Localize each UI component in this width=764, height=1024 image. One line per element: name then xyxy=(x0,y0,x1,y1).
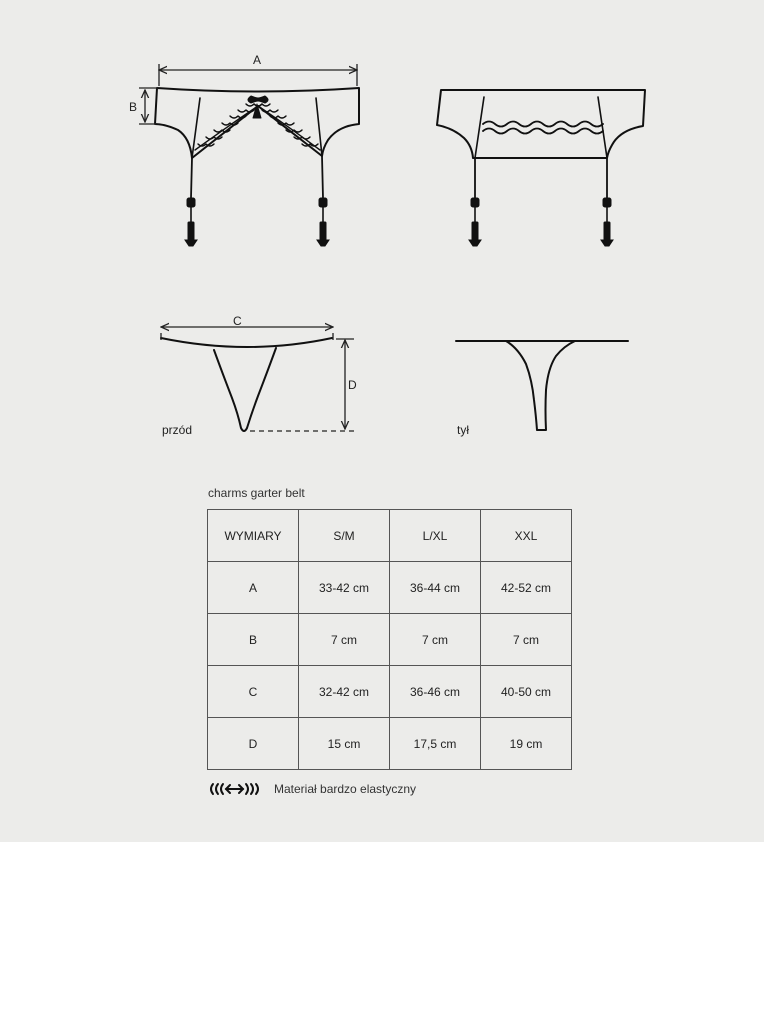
table-cell: 7 cm xyxy=(299,614,390,666)
label-c: C xyxy=(233,314,242,328)
stretch-icon xyxy=(207,782,262,796)
table-row xyxy=(208,718,572,770)
table-cell: 36-44 cm xyxy=(390,562,481,614)
table-cell: C xyxy=(208,666,299,718)
label-b: B xyxy=(129,100,138,114)
table-header-cell: L/XL xyxy=(390,510,481,562)
label-a: A xyxy=(253,53,262,67)
table-cell: 33-42 cm xyxy=(299,562,390,614)
table-title: charms garter belt xyxy=(208,486,305,500)
table-header-row xyxy=(208,510,572,562)
garter-clips-front xyxy=(185,198,329,246)
thong-front xyxy=(161,338,332,431)
table-header-cell: S/M xyxy=(299,510,390,562)
table-cell: D xyxy=(208,718,299,770)
thong-back xyxy=(456,341,628,430)
table-cell: 15 cm xyxy=(299,718,390,770)
table-row xyxy=(208,562,572,614)
garter-belt-front xyxy=(155,88,359,198)
table-header-cell: WYMIARY xyxy=(208,510,299,562)
table-row xyxy=(208,614,572,666)
table-cell: 42-52 cm xyxy=(481,562,572,614)
label-d: D xyxy=(348,378,357,392)
table-row xyxy=(208,666,572,718)
table-cell: 40-50 cm xyxy=(481,666,572,718)
table-cell: A xyxy=(208,562,299,614)
table-cell: 7 cm xyxy=(390,614,481,666)
garment-drawings xyxy=(0,0,764,460)
garter-clips-back xyxy=(469,198,613,246)
label-back: tył xyxy=(457,423,469,437)
table-cell: 32-42 cm xyxy=(299,666,390,718)
dimension-c xyxy=(161,327,333,340)
table-header-cell: XXL xyxy=(481,510,572,562)
garter-belt-back xyxy=(437,90,645,198)
dimension-d xyxy=(250,339,354,431)
table-cell: 36-46 cm xyxy=(390,666,481,718)
table-cell: 19 cm xyxy=(481,718,572,770)
size-table xyxy=(207,509,572,770)
label-front: przód xyxy=(162,423,193,437)
table-cell: 17,5 cm xyxy=(390,718,481,770)
table-cell: B xyxy=(208,614,299,666)
legend xyxy=(207,780,416,798)
legend-text: Materiał bardzo elastyczny xyxy=(274,782,417,796)
dimension-a xyxy=(159,64,357,86)
table-cell: 7 cm xyxy=(481,614,572,666)
